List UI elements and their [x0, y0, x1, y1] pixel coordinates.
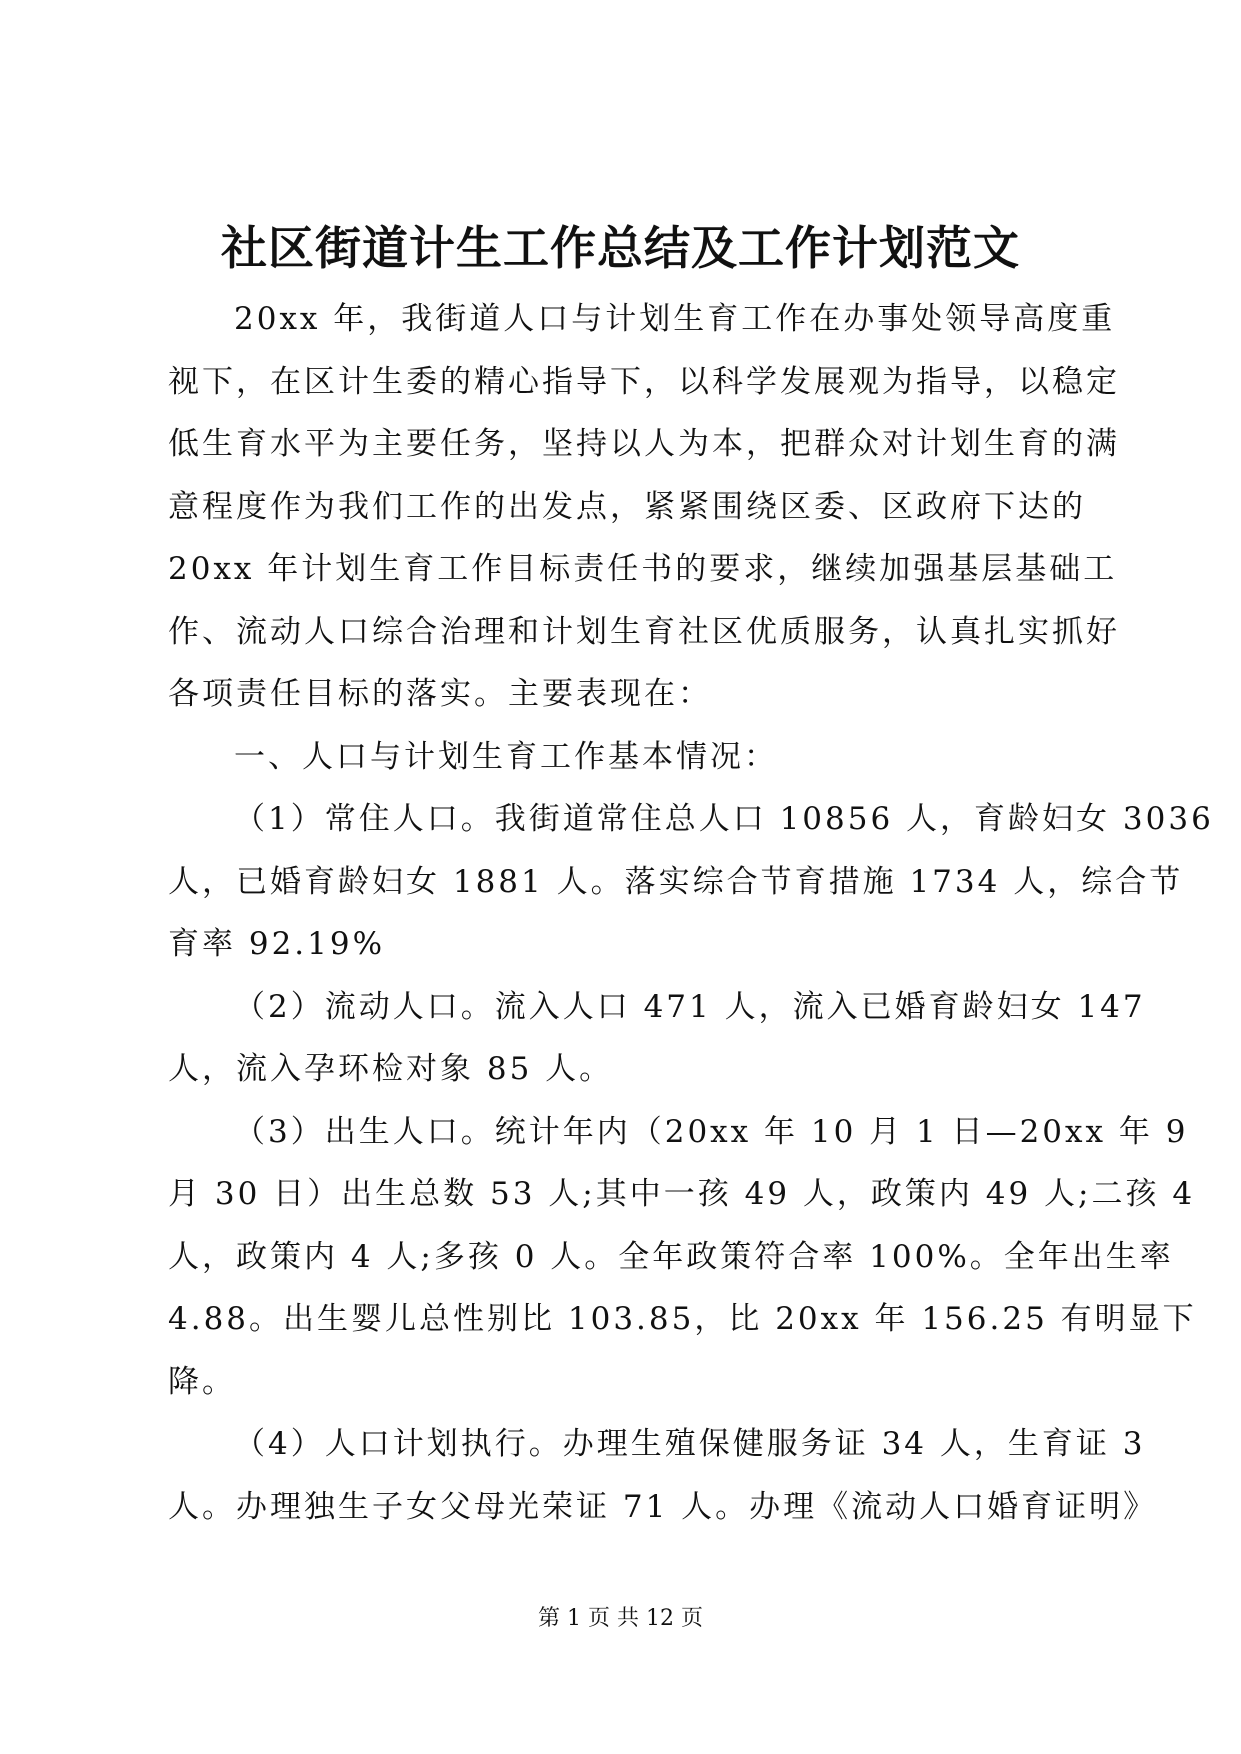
paragraph-line: 20xx 年计划生育工作目标责任书的要求，继续加强基层基础工: [168, 551, 1118, 587]
document-body: [168, 288, 1214, 1538]
paragraph-line: （2）流动人口。流入人口 471 人，流入已婚育龄妇女 147: [234, 988, 1146, 1025]
paragraph-line: 20xx 年，我街道人口与计划生育工作在办事处领导高度重: [234, 301, 1116, 337]
paragraph-line: 人，政策内 4 人;多孩 0 人。全年政策符合率 100%。全年出生率: [168, 1238, 1174, 1275]
paragraph-line: 意程度作为我们工作的出发点，紧紧围绕区委、区政府下达的: [168, 488, 1086, 525]
paragraph-line: 人。办理独生子女父母光荣证 71 人。办理《流动人口婚育证明》: [168, 1488, 1158, 1525]
paragraph-line: （4）人口计划执行。办理生殖保健服务证 34 人，生育证 3: [234, 1426, 1146, 1462]
paragraph-line: 育率 92.19%: [168, 926, 386, 962]
paragraph-line: 月 30 日）出生总数 53 人;其中一孩 49 人，政策内 49 人;二孩 4: [168, 1176, 1196, 1212]
paragraph-line: （1）常住人口。我街道常住总人口 10856 人，育龄妇女 3036: [234, 801, 1214, 837]
paragraph-line: （3）出生人口。统计年内（20xx 年 10 月 1 日—20xx 年 9: [234, 1113, 1189, 1150]
paragraph-line: 作、流动人口综合治理和计划生育社区优质服务，认真扎实抓好: [168, 613, 1120, 650]
paragraph-line: 各项责任目标的落实。主要表现在：: [168, 676, 712, 712]
document-title: 社区街道计生工作总结及工作计划范文: [221, 221, 1020, 275]
paragraph-line: 视下，在区计生委的精心指导下，以科学发展观为指导，以稳定: [168, 363, 1120, 400]
page-number-footer: 第 1 页 共 12 页: [538, 1606, 703, 1631]
paragraph-line: 4.88。出生婴儿总性别比 103.85，比 20xx 年 156.25 有明显下: [168, 1301, 1197, 1337]
section-heading: 一、人口与计划生育工作基本情况：: [234, 738, 778, 775]
paragraph-line: 人，已婚育龄妇女 1881 人。落实综合节育措施 1734 人，综合节: [168, 863, 1184, 900]
paragraph-line: 人，流入孕环检对象 85 人。: [168, 1051, 614, 1087]
paragraph-line: 降。: [168, 1363, 236, 1400]
paragraph-line: 低生育水平为主要任务，坚持以人为本，把群众对计划生育的满: [168, 426, 1120, 462]
